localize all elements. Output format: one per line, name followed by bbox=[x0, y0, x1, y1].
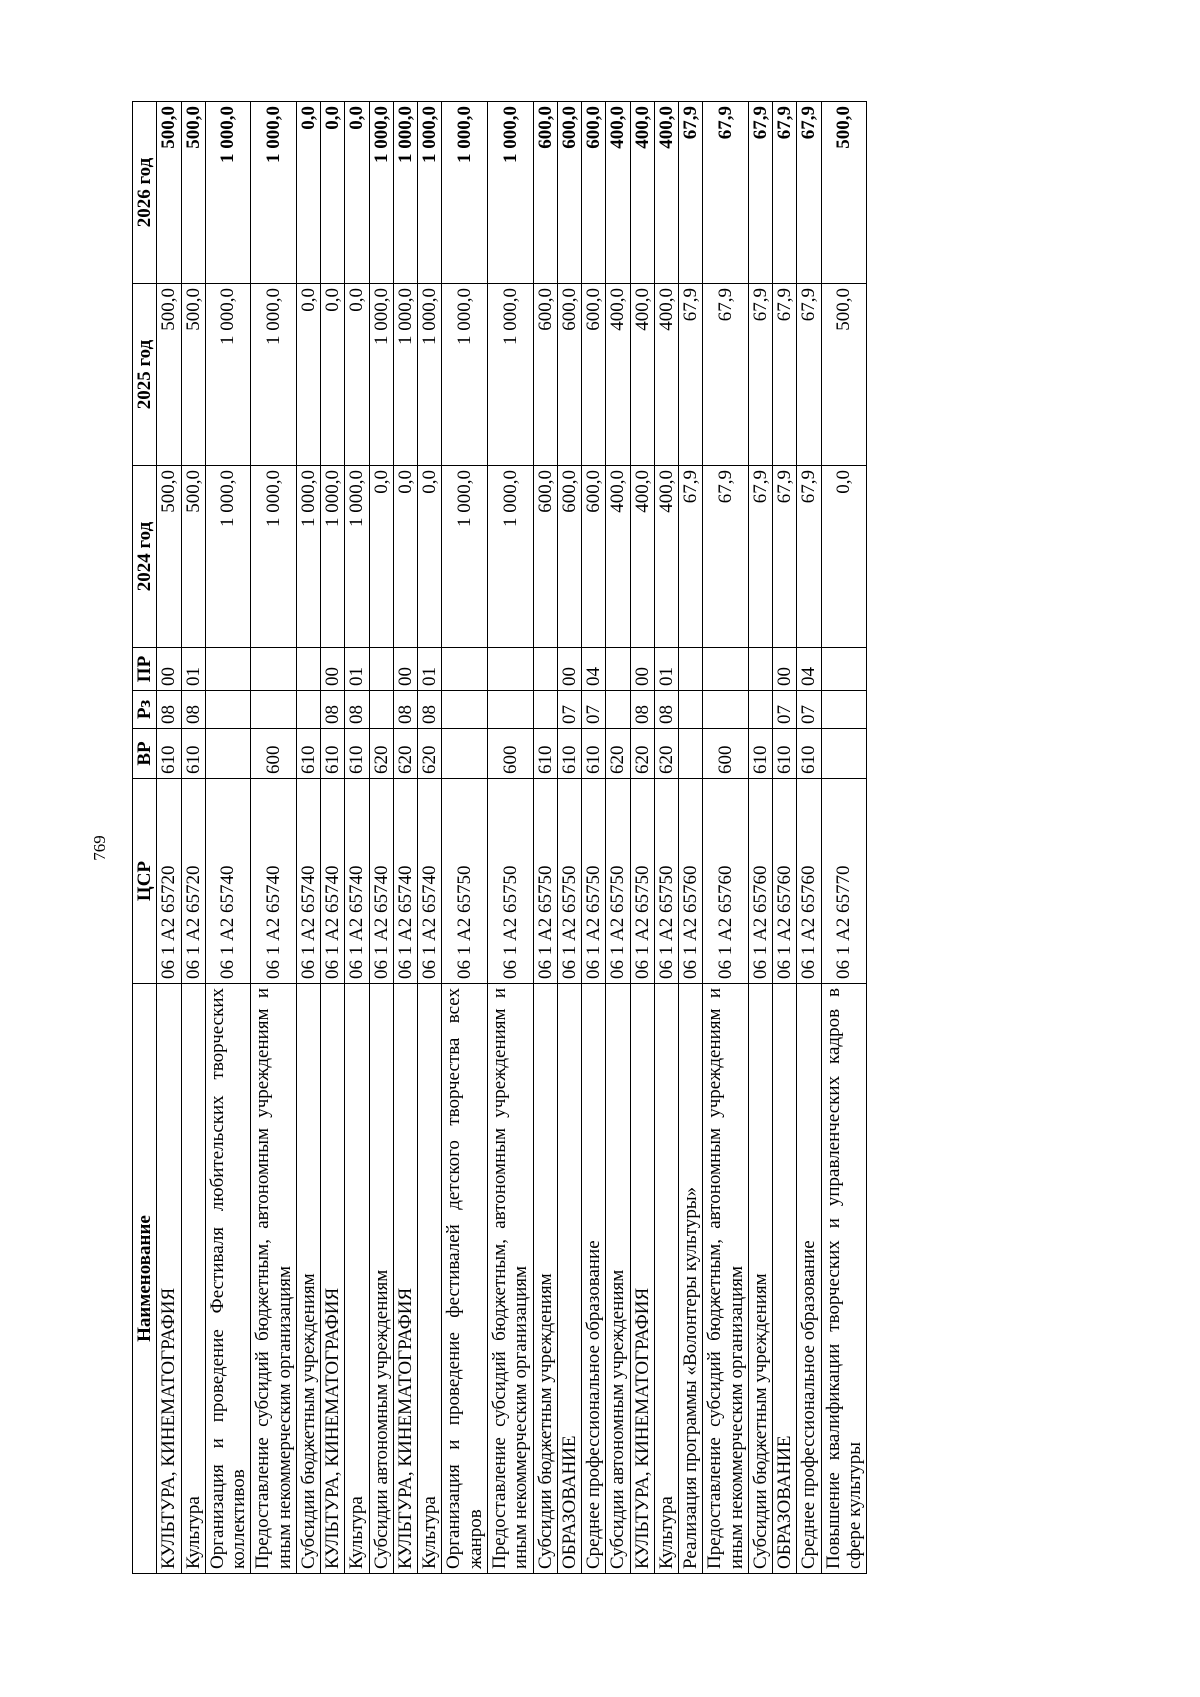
cell-2024: 0,0 bbox=[821, 466, 867, 648]
header-name: Наименование bbox=[133, 984, 157, 1574]
cell-vr: 610 bbox=[181, 729, 205, 779]
cell-csr: 06 1 А2 65740 bbox=[251, 779, 297, 984]
cell-vr: 610 bbox=[321, 729, 345, 779]
cell-rz: 07 bbox=[557, 691, 581, 729]
cell-rz: 08 bbox=[630, 691, 654, 729]
cell-2025: 500,0 bbox=[181, 284, 205, 466]
cell-csr: 06 1 А2 65760 bbox=[748, 779, 772, 984]
cell-2026: 500,0 bbox=[821, 102, 867, 284]
cell-name: Субсидии автономным учреждениям bbox=[369, 984, 393, 1574]
cell-2024: 67,9 bbox=[797, 466, 821, 648]
cell-pr: 00 bbox=[157, 648, 181, 691]
cell-2025: 67,9 bbox=[797, 284, 821, 466]
cell-pr: 00 bbox=[393, 648, 417, 691]
cell-csr: 06 1 А2 65750 bbox=[582, 779, 606, 984]
cell-2025: 600,0 bbox=[582, 284, 606, 466]
cell-2024: 1 000,0 bbox=[442, 466, 488, 648]
cell-name: Культура bbox=[181, 984, 205, 1574]
table-row bbox=[606, 102, 630, 1574]
cell-rz bbox=[533, 691, 557, 729]
table-row bbox=[654, 102, 678, 1574]
cell-csr: 06 1 А2 65720 bbox=[157, 779, 181, 984]
cell-2024: 1 000,0 bbox=[487, 466, 533, 648]
cell-name: Организация и проведение Фестиваля любительских творческих коллективов bbox=[205, 984, 251, 1574]
cell-2026: 1 000,0 bbox=[369, 102, 393, 284]
cell-csr: 06 1 А2 65740 bbox=[369, 779, 393, 984]
cell-csr: 06 1 А2 65750 bbox=[487, 779, 533, 984]
cell-vr: 610 bbox=[773, 729, 797, 779]
table-row bbox=[773, 102, 797, 1574]
cell-name: КУЛЬТУРА, КИНЕМАТОГРАФИЯ bbox=[630, 984, 654, 1574]
cell-2024: 600,0 bbox=[557, 466, 581, 648]
cell-vr bbox=[442, 729, 488, 779]
cell-vr: 610 bbox=[157, 729, 181, 779]
table-row bbox=[181, 102, 205, 1574]
cell-2024: 0,0 bbox=[418, 466, 442, 648]
cell-vr: 610 bbox=[345, 729, 369, 779]
cell-2026: 67,9 bbox=[679, 102, 703, 284]
cell-2026: 1 000,0 bbox=[418, 102, 442, 284]
cell-name: Предоставление субсидий бюджетным, автономным учреждениям и иным некоммерческим организациям bbox=[251, 984, 297, 1574]
cell-2025: 67,9 bbox=[703, 284, 749, 466]
cell-2026: 400,0 bbox=[630, 102, 654, 284]
cell-vr bbox=[821, 729, 867, 779]
cell-2025: 0,0 bbox=[296, 284, 320, 466]
cell-vr: 620 bbox=[654, 729, 678, 779]
cell-csr: 06 1 А2 65760 bbox=[773, 779, 797, 984]
cell-2026: 0,0 bbox=[345, 102, 369, 284]
cell-rz bbox=[703, 691, 749, 729]
cell-rz bbox=[487, 691, 533, 729]
cell-name: Среднее профессиональное образование bbox=[797, 984, 821, 1574]
table-row bbox=[748, 102, 772, 1574]
cell-pr bbox=[442, 648, 488, 691]
cell-csr: 06 1 А2 65750 bbox=[654, 779, 678, 984]
cell-name: КУЛЬТУРА, КИНЕМАТОГРАФИЯ bbox=[321, 984, 345, 1574]
cell-2025: 67,9 bbox=[748, 284, 772, 466]
cell-pr: 00 bbox=[321, 648, 345, 691]
table-row bbox=[582, 102, 606, 1574]
cell-csr: 06 1 А2 65750 bbox=[533, 779, 557, 984]
header-row bbox=[133, 102, 157, 1574]
cell-rz: 08 bbox=[654, 691, 678, 729]
cell-2026: 600,0 bbox=[557, 102, 581, 284]
cell-2025: 400,0 bbox=[606, 284, 630, 466]
cell-csr: 06 1 А2 65740 bbox=[321, 779, 345, 984]
cell-pr: 01 bbox=[345, 648, 369, 691]
header-2024: 2024 год bbox=[133, 466, 157, 648]
cell-name: Культура bbox=[418, 984, 442, 1574]
cell-2026: 0,0 bbox=[321, 102, 345, 284]
cell-2024: 1 000,0 bbox=[321, 466, 345, 648]
cell-vr: 600 bbox=[251, 729, 297, 779]
cell-rz: 08 bbox=[393, 691, 417, 729]
cell-rz bbox=[296, 691, 320, 729]
cell-name: Субсидии бюджетным учреждениям bbox=[748, 984, 772, 1574]
header-vr: ВР bbox=[133, 729, 157, 779]
table-row bbox=[557, 102, 581, 1574]
cell-2026: 1 000,0 bbox=[205, 102, 251, 284]
cell-vr bbox=[205, 729, 251, 779]
cell-vr: 610 bbox=[748, 729, 772, 779]
cell-2026: 600,0 bbox=[582, 102, 606, 284]
table-row bbox=[418, 102, 442, 1574]
cell-vr bbox=[679, 729, 703, 779]
cell-2024: 1 000,0 bbox=[251, 466, 297, 648]
cell-2026: 500,0 bbox=[157, 102, 181, 284]
page-number: 769 bbox=[90, 835, 109, 861]
cell-2024: 0,0 bbox=[393, 466, 417, 648]
cell-2025: 1 000,0 bbox=[418, 284, 442, 466]
cell-csr: 06 1 А2 65750 bbox=[630, 779, 654, 984]
cell-rz bbox=[442, 691, 488, 729]
cell-pr bbox=[703, 648, 749, 691]
cell-2025: 0,0 bbox=[321, 284, 345, 466]
cell-name: Предоставление субсидий бюджетным, автономным учреждениям и иным некоммерческим организациям bbox=[703, 984, 749, 1574]
cell-rz: 07 bbox=[582, 691, 606, 729]
cell-rz: 08 bbox=[345, 691, 369, 729]
table-row bbox=[679, 102, 703, 1574]
cell-2025: 1 000,0 bbox=[393, 284, 417, 466]
cell-csr: 06 1 А2 65760 bbox=[679, 779, 703, 984]
cell-pr bbox=[205, 648, 251, 691]
cell-2025: 1 000,0 bbox=[251, 284, 297, 466]
cell-2024: 600,0 bbox=[582, 466, 606, 648]
cell-2025: 1 000,0 bbox=[442, 284, 488, 466]
cell-rz bbox=[205, 691, 251, 729]
table-row bbox=[369, 102, 393, 1574]
cell-csr: 06 1 А2 65740 bbox=[418, 779, 442, 984]
cell-2024: 500,0 bbox=[157, 466, 181, 648]
cell-2026: 67,9 bbox=[773, 102, 797, 284]
cell-2026: 1 000,0 bbox=[251, 102, 297, 284]
cell-2025: 0,0 bbox=[345, 284, 369, 466]
cell-vr: 610 bbox=[582, 729, 606, 779]
cell-2026: 67,9 bbox=[748, 102, 772, 284]
cell-pr: 01 bbox=[418, 648, 442, 691]
cell-2025: 400,0 bbox=[630, 284, 654, 466]
cell-2024: 500,0 bbox=[181, 466, 205, 648]
cell-pr bbox=[606, 648, 630, 691]
cell-2026: 500,0 bbox=[181, 102, 205, 284]
cell-2024: 67,9 bbox=[703, 466, 749, 648]
cell-pr bbox=[748, 648, 772, 691]
cell-2024: 1 000,0 bbox=[296, 466, 320, 648]
cell-rz: 07 bbox=[797, 691, 821, 729]
table-row bbox=[797, 102, 821, 1574]
cell-rz: 07 bbox=[773, 691, 797, 729]
cell-2026: 1 000,0 bbox=[442, 102, 488, 284]
cell-rz bbox=[606, 691, 630, 729]
cell-pr bbox=[487, 648, 533, 691]
cell-2026: 400,0 bbox=[606, 102, 630, 284]
table-row bbox=[442, 102, 488, 1574]
cell-pr bbox=[251, 648, 297, 691]
cell-vr: 600 bbox=[703, 729, 749, 779]
cell-vr: 620 bbox=[393, 729, 417, 779]
cell-2025: 400,0 bbox=[654, 284, 678, 466]
cell-pr: 04 bbox=[582, 648, 606, 691]
cell-2024: 1 000,0 bbox=[345, 466, 369, 648]
cell-pr: 01 bbox=[181, 648, 205, 691]
cell-name: ОБРАЗОВАНИЕ bbox=[773, 984, 797, 1574]
cell-csr: 06 1 А2 65750 bbox=[557, 779, 581, 984]
cell-name: ОБРАЗОВАНИЕ bbox=[557, 984, 581, 1574]
cell-2025: 600,0 bbox=[557, 284, 581, 466]
cell-2025: 600,0 bbox=[533, 284, 557, 466]
cell-csr: 06 1 А2 65760 bbox=[703, 779, 749, 984]
table-row bbox=[296, 102, 320, 1574]
cell-vr: 610 bbox=[557, 729, 581, 779]
cell-pr bbox=[533, 648, 557, 691]
cell-csr: 06 1 А2 65740 bbox=[205, 779, 251, 984]
cell-name: КУЛЬТУРА, КИНЕМАТОГРАФИЯ bbox=[157, 984, 181, 1574]
cell-vr: 620 bbox=[369, 729, 393, 779]
cell-vr: 610 bbox=[533, 729, 557, 779]
cell-csr: 06 1 А2 65770 bbox=[821, 779, 867, 984]
table-body bbox=[157, 102, 867, 1574]
cell-2024: 1 000,0 bbox=[205, 466, 251, 648]
cell-rz bbox=[369, 691, 393, 729]
cell-2025: 500,0 bbox=[157, 284, 181, 466]
cell-2025: 1 000,0 bbox=[369, 284, 393, 466]
cell-csr: 06 1 А2 65750 bbox=[442, 779, 488, 984]
cell-2025: 67,9 bbox=[679, 284, 703, 466]
cell-name: Субсидии автономным учреждениям bbox=[606, 984, 630, 1574]
budget-table-container bbox=[132, 102, 867, 1574]
cell-rz: 08 bbox=[321, 691, 345, 729]
cell-name: Повышение квалификации творческих и управленческих кадров в сфере культуры bbox=[821, 984, 867, 1574]
cell-2026: 0,0 bbox=[296, 102, 320, 284]
cell-csr: 06 1 А2 65740 bbox=[393, 779, 417, 984]
cell-pr bbox=[369, 648, 393, 691]
cell-vr: 620 bbox=[418, 729, 442, 779]
table-row bbox=[393, 102, 417, 1574]
table-row bbox=[205, 102, 251, 1574]
cell-2024: 400,0 bbox=[654, 466, 678, 648]
cell-2026: 67,9 bbox=[703, 102, 749, 284]
cell-2024: 600,0 bbox=[533, 466, 557, 648]
cell-rz bbox=[679, 691, 703, 729]
table-row bbox=[345, 102, 369, 1574]
cell-vr: 610 bbox=[797, 729, 821, 779]
cell-vr: 610 bbox=[296, 729, 320, 779]
table-row bbox=[321, 102, 345, 1574]
cell-name: Субсидии бюджетным учреждениям bbox=[296, 984, 320, 1574]
cell-pr: 04 bbox=[797, 648, 821, 691]
cell-pr bbox=[296, 648, 320, 691]
table-row bbox=[251, 102, 297, 1574]
cell-pr: 00 bbox=[773, 648, 797, 691]
cell-name: Предоставление субсидий бюджетным, автономным учреждениям и иным некоммерческим организациям bbox=[487, 984, 533, 1574]
cell-rz bbox=[748, 691, 772, 729]
table-row bbox=[630, 102, 654, 1574]
cell-csr: 06 1 А2 65750 bbox=[606, 779, 630, 984]
cell-2026: 67,9 bbox=[797, 102, 821, 284]
cell-name: Культура bbox=[654, 984, 678, 1574]
cell-name: Субсидии бюджетным учреждениям bbox=[533, 984, 557, 1574]
cell-pr bbox=[679, 648, 703, 691]
cell-2026: 400,0 bbox=[654, 102, 678, 284]
cell-name: Среднее профессиональное образование bbox=[582, 984, 606, 1574]
cell-rz: 08 bbox=[181, 691, 205, 729]
cell-vr: 620 bbox=[606, 729, 630, 779]
cell-pr bbox=[821, 648, 867, 691]
cell-2024: 67,9 bbox=[748, 466, 772, 648]
cell-csr: 06 1 А2 65720 bbox=[181, 779, 205, 984]
table-row bbox=[703, 102, 749, 1574]
cell-2026: 1 000,0 bbox=[393, 102, 417, 284]
cell-2026: 600,0 bbox=[533, 102, 557, 284]
cell-pr: 01 bbox=[654, 648, 678, 691]
header-csr: ЦСР bbox=[133, 779, 157, 984]
table-row bbox=[157, 102, 181, 1574]
cell-rz: 08 bbox=[418, 691, 442, 729]
cell-name: Организация и проведение фестивалей детского творчества всех жанров bbox=[442, 984, 488, 1574]
header-rz: Рз bbox=[133, 691, 157, 729]
header-2026: 2026 год bbox=[133, 102, 157, 284]
table-row bbox=[487, 102, 533, 1574]
cell-2025: 1 000,0 bbox=[487, 284, 533, 466]
cell-pr: 00 bbox=[630, 648, 654, 691]
cell-vr: 620 bbox=[630, 729, 654, 779]
cell-pr: 00 bbox=[557, 648, 581, 691]
cell-rz: 08 bbox=[157, 691, 181, 729]
cell-csr: 06 1 А2 65740 bbox=[345, 779, 369, 984]
cell-vr: 600 bbox=[487, 729, 533, 779]
table-row bbox=[821, 102, 867, 1574]
cell-2025: 500,0 bbox=[821, 284, 867, 466]
cell-2026: 1 000,0 bbox=[487, 102, 533, 284]
cell-name: Культура bbox=[345, 984, 369, 1574]
cell-2024: 400,0 bbox=[630, 466, 654, 648]
cell-2024: 0,0 bbox=[369, 466, 393, 648]
cell-csr: 06 1 А2 65760 bbox=[797, 779, 821, 984]
table-row bbox=[533, 102, 557, 1574]
cell-rz bbox=[251, 691, 297, 729]
cell-2024: 400,0 bbox=[606, 466, 630, 648]
cell-name: КУЛЬТУРА, КИНЕМАТОГРАФИЯ bbox=[393, 984, 417, 1574]
header-2025: 2025 год bbox=[133, 284, 157, 466]
cell-2025: 67,9 bbox=[773, 284, 797, 466]
cell-rz bbox=[821, 691, 867, 729]
cell-2024: 67,9 bbox=[679, 466, 703, 648]
header-pr: ПР bbox=[133, 648, 157, 691]
cell-2025: 1 000,0 bbox=[205, 284, 251, 466]
cell-name: Реализация программы «Волонтеры культуры» bbox=[679, 984, 703, 1574]
budget-table bbox=[132, 101, 867, 1574]
cell-csr: 06 1 А2 65740 bbox=[296, 779, 320, 984]
cell-2024: 67,9 bbox=[773, 466, 797, 648]
